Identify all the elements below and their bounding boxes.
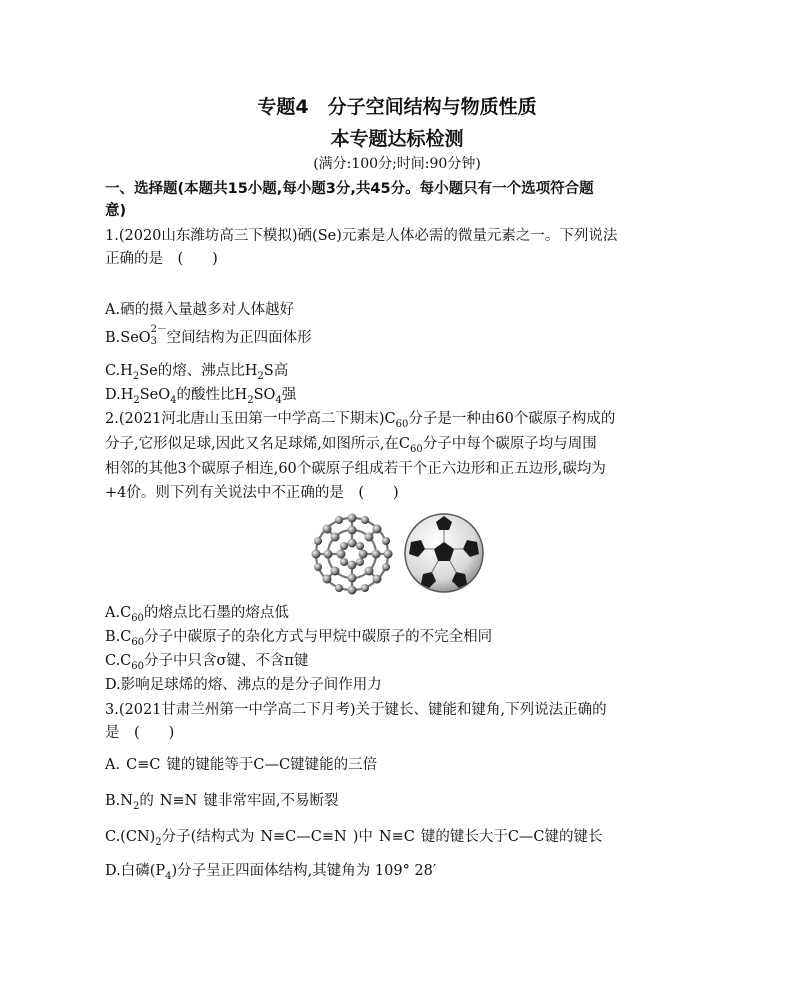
q2-option-c: $C.C_{60}$分子中只含σ键、不含π键: [105, 653, 309, 672]
page-subtitle: 本专题达标检测: [330, 128, 464, 150]
c60-ball-stick-image: [310, 512, 394, 600]
triple-bond-nc: N≡C: [378, 829, 415, 845]
q2-option-a: $A.C_{60}$的熔点比石墨的熔点低: [105, 605, 289, 624]
section-heading-line2: 意): [105, 203, 127, 219]
q1-option-c: $C.H_2Se$的熔、沸点比$H_2S$高: [105, 363, 289, 382]
q3-option-b: $B.N_2$的 N≡N 键非常牢固,不易断裂: [105, 793, 339, 812]
q1-option-b: B.SeO 2－ 3 空间结构为正四面体形: [105, 324, 312, 347]
soccer-ball-image: [403, 512, 485, 598]
q2-stem-line3: 相邻的其他3个碳原子相连,60个碳原子组成若干个正六边形和正五边形,碳均为: [105, 461, 606, 477]
triple-bond-cc: C≡C: [126, 757, 161, 773]
q3-option-d: D.白磷$(P_4)$分子呈正四面体结构,其键角为 109° 28′: [105, 863, 437, 882]
q1-option-d: $D.H_2SeO_4$的酸性比$H_2SO_4$强: [105, 387, 297, 406]
q3-stem-line1: 3.(2021甘肃兰州第一中学高二下月考)关于键长、键能和键角,下列说法正确的: [105, 702, 607, 718]
section-heading-line1: 一、选择题(本题共15小题,每小题3分,共45分。每小题只有一个选项符合题: [105, 181, 594, 197]
page-title: 专题4 分子空间结构与物质性质: [257, 96, 537, 118]
exam-meta: (满分:100分;时间:90分钟): [313, 156, 481, 172]
q2-option-b: $B.C_{60}$分子中碳原子的杂化方式与甲烷中碳原子的不完全相同: [105, 629, 493, 648]
q2-stem-line1: 2.(2021河北唐山玉田第一中学高二下期末)$C_{60}$分子是一种由60个碳原子构成的: [105, 411, 616, 430]
cyanogen-structure: N≡C—C≡N: [260, 829, 347, 845]
q2-stem-line4: +4价。则下列有关说法中不正确的是 ( ): [105, 485, 399, 501]
q3-option-c: $C.(CN)_2$分子(结构式为 N≡C—C≡N )中 N≡C 键的键长大于C—C键的键长: [105, 829, 603, 848]
q1-stem-line2: 正确的是 ( ): [105, 251, 218, 267]
q2-option-d: D.影响足球烯的熔、沸点的是分子间作用力: [105, 677, 382, 693]
q1-stem-line1: 1.(2020山东潍坊高三下模拟)硒(Se)元素是人体必需的微量元素之一。下列说法: [105, 228, 618, 244]
q2-stem-line2: 分子,它形似足球,因此又名足球烯,如图所示,在$C_{60}$分子中每个碳原子均与周围: [105, 436, 597, 455]
q3-option-a: A. C≡C 键的键能等于C—C键键能的三倍: [105, 757, 378, 773]
q3-stem-line2: 是 ( ): [105, 725, 175, 741]
triple-bond-nn: N≡N: [159, 793, 198, 809]
q1-option-a: A.硒的摄入量越多对人体越好: [105, 302, 295, 318]
